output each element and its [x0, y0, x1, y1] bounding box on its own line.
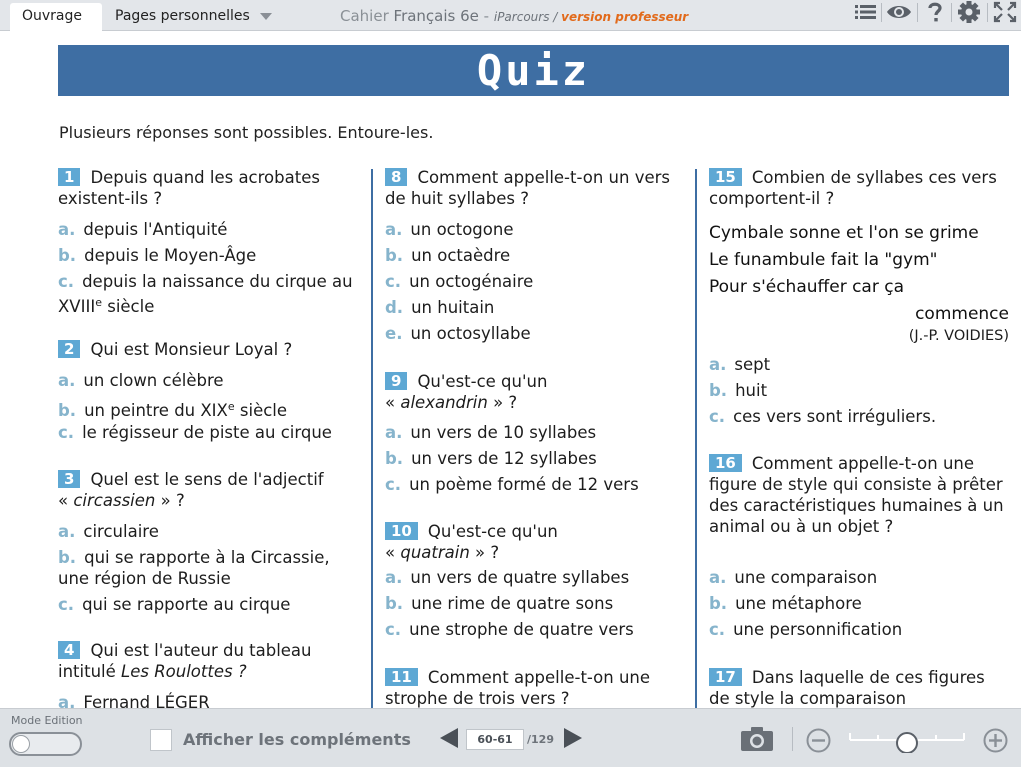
option-text: le régisseur de piste au cirque — [82, 423, 332, 442]
option-letter: a. — [58, 522, 76, 541]
option-text: qui se rapporte au cirque — [82, 595, 291, 614]
answer-option[interactable] — [385, 271, 687, 292]
option-text: un vers de 10 syllabes — [410, 423, 597, 442]
option-letter: c. — [709, 620, 726, 639]
question-text: Quel est le sens de l'adjectif — [90, 470, 324, 489]
answer-option[interactable] — [58, 370, 360, 391]
answer-option[interactable] — [385, 619, 687, 640]
question-17 — [709, 667, 1009, 708]
divider — [881, 3, 882, 22]
option-text: depuis le Moyen-Âge — [84, 246, 257, 265]
option-text: un vers de quatre syllabes — [410, 568, 630, 587]
question-text: Qu'est-ce qu'un — [417, 372, 548, 391]
help-icon[interactable] — [922, 0, 948, 24]
option-text: une strophe de quatre vers — [409, 620, 634, 639]
option-letter: c. — [709, 407, 726, 426]
option-letter: a. — [709, 355, 727, 374]
option-letter: b. — [709, 381, 728, 400]
option-text: ces vers sont irréguliers. — [733, 407, 937, 426]
answer-option[interactable] — [709, 380, 1011, 401]
answer-option[interactable] — [58, 271, 360, 317]
column-divider — [695, 169, 697, 708]
italic-term: circassien — [73, 491, 156, 510]
answer-option[interactable] — [58, 692, 360, 708]
book-page — [0, 31, 1021, 708]
option-text: un octosyllabe — [410, 324, 531, 343]
toggle-knob — [12, 735, 30, 753]
book-dash: - — [478, 7, 494, 25]
option-letter: c. — [58, 423, 75, 442]
option-text: un octaèdre — [411, 246, 511, 265]
option-text: depuis l'Antiquité — [83, 220, 228, 239]
zoom-slider-knob[interactable] — [897, 733, 917, 753]
question-9 — [385, 371, 685, 413]
poem-author: (J.-P. VOIDIES) — [908, 328, 1009, 344]
answer-option[interactable] — [709, 619, 1011, 640]
divider — [792, 727, 793, 751]
option-text: un huitain — [411, 298, 495, 317]
camera-icon[interactable] — [740, 726, 774, 752]
option-text: un vers de 12 syllabes — [411, 449, 597, 468]
option-letter: a. — [709, 568, 727, 587]
answer-option[interactable] — [709, 406, 1011, 427]
option-text: une personnification — [733, 620, 903, 639]
answer-option[interactable] — [385, 567, 687, 588]
option-text: siècle — [101, 297, 155, 316]
answer-option[interactable] — [385, 448, 687, 469]
mode-edition-toggle[interactable] — [9, 732, 82, 756]
option-text: un poème formé de 12 vers — [409, 475, 639, 494]
answer-option[interactable] — [709, 593, 1011, 614]
option-letter: b. — [58, 548, 77, 567]
top-toolbar — [0, 0, 1021, 31]
question-text: Comment appelle-t-on un vers de huit syllabes ? — [385, 168, 670, 208]
option-letter: c. — [385, 620, 402, 639]
option-text: un octogone — [410, 220, 514, 239]
question-number: 16 — [709, 454, 742, 472]
mode-edition-label: Mode Edition — [11, 714, 83, 727]
answer-option[interactable] — [385, 323, 687, 344]
question-number: 9 — [385, 372, 407, 390]
italic-term: Les Roulottes ? — [121, 662, 247, 681]
option-text: Fernand LÉGER — [83, 693, 210, 708]
option-letter: a. — [58, 371, 76, 390]
answer-option[interactable] — [385, 422, 687, 443]
divider — [917, 3, 918, 22]
option-letter: a. — [58, 693, 76, 708]
question-10 — [385, 521, 685, 563]
zoom-slider[interactable] — [848, 727, 966, 753]
book-slash: / — [549, 10, 562, 24]
option-letter: c. — [385, 272, 402, 291]
eye-icon[interactable] — [886, 0, 912, 24]
option-letter: b. — [709, 594, 728, 613]
question-number: 1 — [58, 168, 80, 186]
chevron-down-icon[interactable] — [260, 13, 272, 20]
quote-close: » ? — [469, 543, 500, 562]
option-letter: a. — [385, 220, 403, 239]
column-divider — [371, 169, 373, 708]
superscript: e — [227, 400, 235, 413]
zoom-in-icon[interactable] — [983, 728, 1008, 753]
question-number: 4 — [58, 641, 80, 659]
tab-ouvrage[interactable]: Ouvrage — [10, 3, 102, 31]
option-letter: c. — [385, 475, 402, 494]
option-letter: d. — [385, 298, 404, 317]
question-text: Combien de syllabes ces vers comportent-il ? — [709, 168, 997, 208]
poem-line: Cymbale sonne et l'on se grime — [709, 223, 979, 243]
question-text: Qui est l'auteur du tableau intitulé — [58, 641, 312, 681]
italic-term: quatrain — [400, 543, 470, 562]
complements-label[interactable]: Afficher les compléments — [183, 730, 411, 749]
poem-line: commence — [915, 304, 1009, 324]
book-prefix: Cahier — [340, 7, 389, 25]
page-number-input[interactable]: 60-61 — [466, 729, 524, 750]
book-iparcours: iParcours — [493, 10, 550, 24]
option-text: huit — [735, 381, 768, 400]
option-text: qui se rapporte à la Circassie, une région de Russie — [58, 548, 330, 588]
question-text: Depuis quand les acrobates existent-ils ? — [58, 168, 320, 208]
book-title — [340, 7, 688, 25]
quote-open: « — [58, 491, 74, 510]
question-3 — [58, 469, 360, 511]
tab-pages-personnelles[interactable] — [103, 3, 284, 31]
option-letter: a. — [385, 568, 403, 587]
question-number: 3 — [58, 470, 80, 488]
option-letter: a. — [385, 423, 403, 442]
quote-close: » ? — [487, 393, 518, 412]
title-banner — [58, 45, 1009, 96]
question-number: 8 — [385, 168, 407, 186]
question-number: 2 — [58, 340, 80, 358]
option-text: un clown célèbre — [83, 371, 224, 390]
option-text: une rime de quatre sons — [411, 594, 614, 613]
answer-option[interactable] — [58, 245, 360, 266]
option-letter: b. — [58, 401, 77, 420]
poem-line: Pour s'échauffer car ça — [709, 277, 905, 297]
answer-option[interactable] — [385, 219, 687, 240]
option-letter: b. — [385, 449, 404, 468]
question-2 — [58, 339, 360, 360]
answer-option[interactable] — [385, 474, 687, 495]
question-number: 11 — [385, 668, 418, 686]
answer-option[interactable] — [385, 297, 687, 318]
book-version: version professeur — [561, 10, 689, 24]
option-letter: e. — [385, 324, 403, 343]
option-text: sept — [734, 355, 771, 374]
option-text: une comparaison — [734, 568, 878, 587]
book-name: Français 6e — [393, 7, 479, 25]
quote-open: « — [385, 393, 401, 412]
option-text: un peintre du XIX — [84, 401, 228, 420]
answer-option[interactable] — [58, 396, 360, 421]
question-text: Comment appelle-t-on une figure de style qui consiste à prêter des caractéristiques humaines à un animal ou à un objet ? — [709, 454, 1004, 536]
question-text: Qu'est-ce qu'un — [427, 522, 558, 541]
fullscreen-icon[interactable] — [992, 0, 1018, 24]
question-8 — [385, 167, 685, 209]
option-text: un octogénaire — [409, 272, 534, 291]
answer-option[interactable] — [58, 219, 360, 240]
page-title: Quiz — [476, 46, 591, 95]
bottom-toolbar — [0, 708, 1021, 767]
option-text: circulaire — [83, 522, 159, 541]
question-number: 15 — [709, 168, 742, 186]
option-letter: b. — [385, 246, 404, 265]
answer-option[interactable] — [385, 593, 687, 614]
option-letter: c. — [58, 595, 75, 614]
answer-option[interactable] — [58, 594, 360, 615]
answer-option[interactable] — [58, 422, 360, 443]
list-icon[interactable] — [852, 0, 878, 24]
option-letter: b. — [385, 594, 404, 613]
divider — [987, 3, 988, 22]
zoom-out-icon[interactable] — [806, 728, 831, 753]
answer-option[interactable] — [709, 354, 1011, 375]
page-total: /129 — [527, 733, 554, 746]
question-16 — [709, 453, 1009, 537]
superscript: e — [95, 296, 102, 309]
quote-open: « — [385, 543, 401, 562]
complements-checkbox[interactable] — [150, 729, 172, 751]
divider — [951, 3, 952, 22]
answer-option[interactable] — [58, 547, 360, 589]
instruction-text: Plusieurs réponses sont possibles. Entoure-les. — [59, 123, 434, 142]
poem-line: Le funambule fait la "gym" — [709, 250, 938, 270]
option-letter: c. — [58, 272, 75, 291]
next-page-button[interactable] — [564, 728, 582, 748]
question-text: Dans laquelle de ces figures de style la comparaison — [709, 668, 985, 708]
option-letter: b. — [58, 246, 77, 265]
gear-icon[interactable] — [956, 0, 982, 24]
question-number: 10 — [385, 522, 418, 540]
answer-option[interactable] — [58, 521, 360, 542]
question-text: Qui est Monsieur Loyal ? — [90, 340, 293, 359]
answer-option[interactable] — [709, 567, 1011, 588]
quote-close: » ? — [155, 491, 185, 510]
italic-term: alexandrin — [400, 393, 488, 412]
answer-option[interactable] — [385, 245, 687, 266]
question-text: Comment appelle-t-on une strophe de trois vers ? — [385, 668, 651, 708]
question-4 — [58, 640, 360, 682]
previous-page-button[interactable] — [440, 728, 458, 748]
tab-pages-label: Pages personnelles — [115, 8, 250, 24]
option-text: siècle — [234, 401, 288, 420]
question-11 — [385, 667, 685, 708]
option-text: depuis la naissance du cirque au XVIII — [58, 272, 353, 316]
option-text: une métaphore — [735, 594, 862, 613]
question-number: 17 — [709, 668, 742, 686]
question-1 — [58, 167, 360, 209]
option-letter: a. — [58, 220, 76, 239]
question-15 — [709, 167, 1009, 209]
